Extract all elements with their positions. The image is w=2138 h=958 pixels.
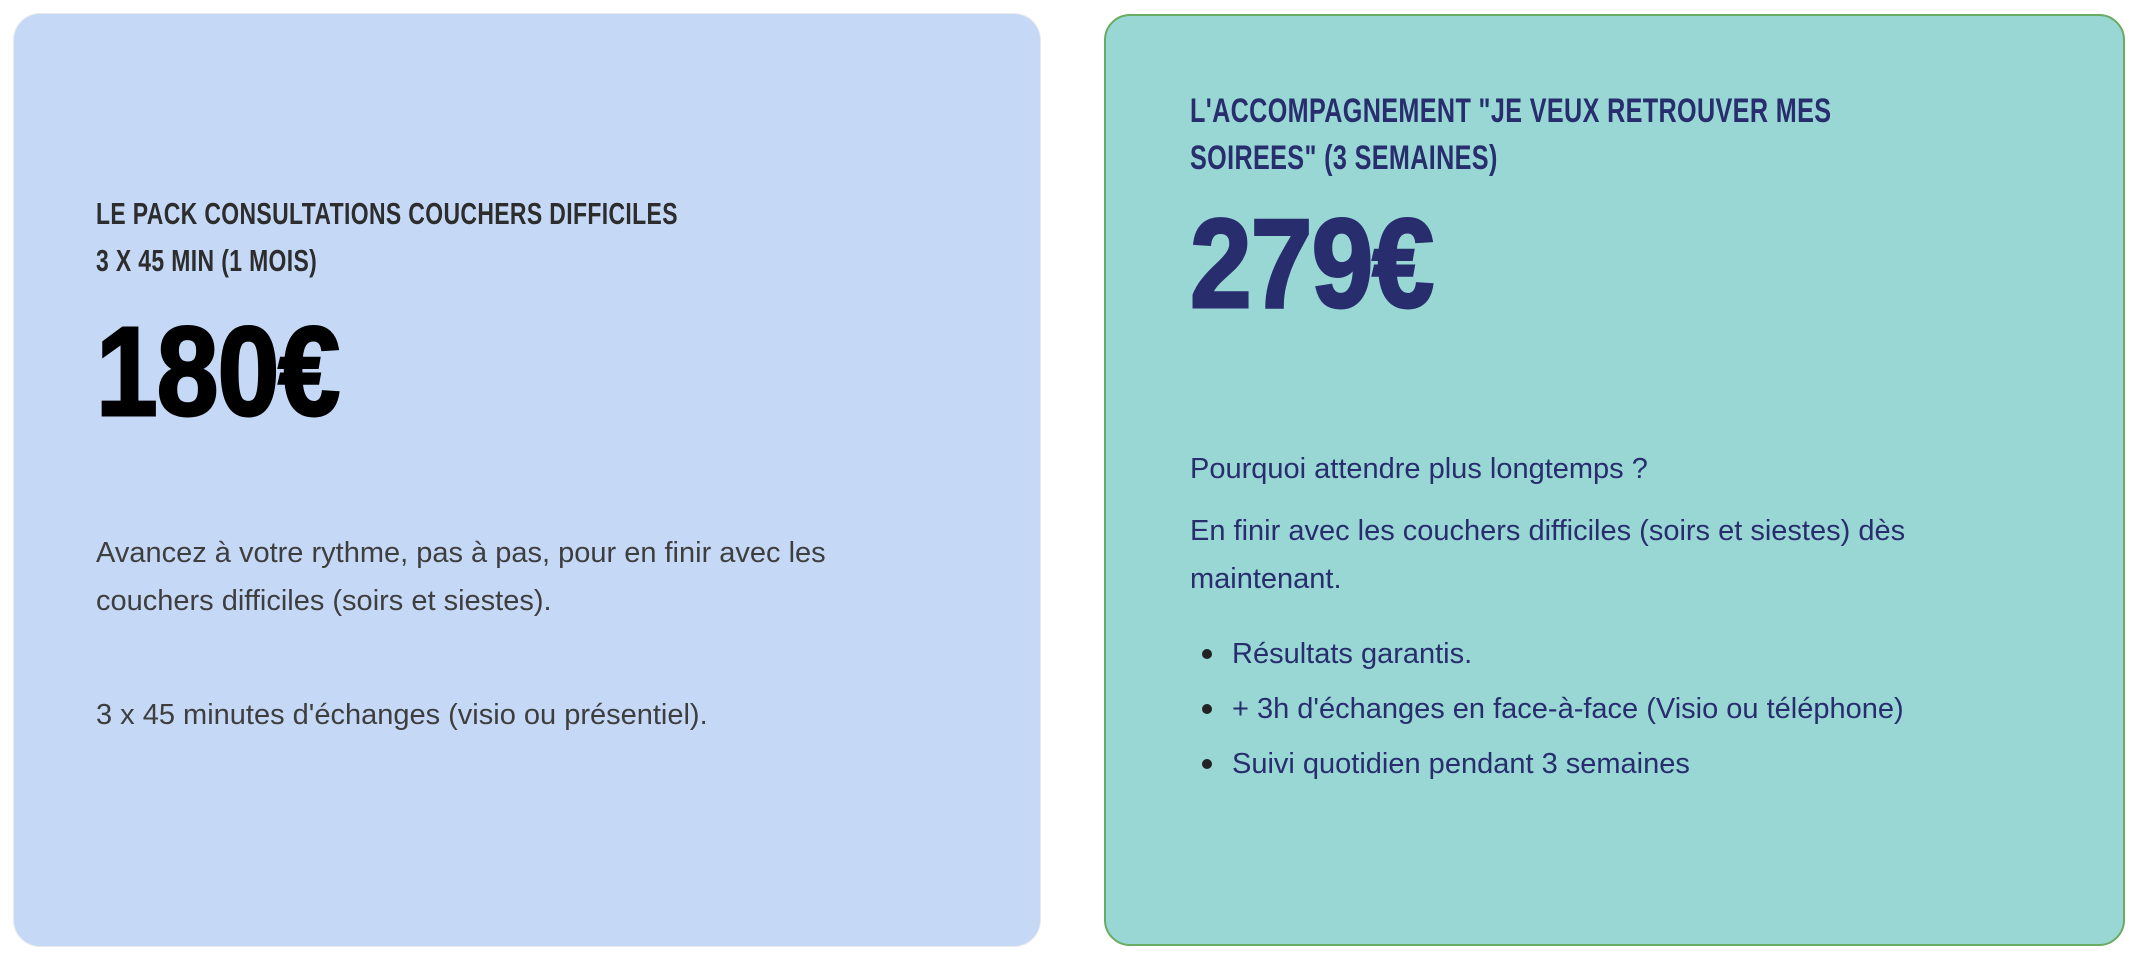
pack-price-value: 180€	[96, 301, 340, 442]
accompaniment-benefits-list	[1190, 629, 2039, 789]
accompaniment-title-text-1: L'ACCOMPAGNEMENT "JE VEUX RETROUVER MES	[1190, 92, 1832, 130]
pack-title-text-2: 3 X 45 MIN (1 MOIS)	[96, 243, 318, 278]
pack-title-text-1: LE PACK CONSULTATIONS COUCHERS DIFFICILES	[96, 196, 678, 231]
accompaniment-title-line-2	[1190, 135, 2039, 182]
pricing-card-accompaniment	[1104, 14, 2125, 946]
pack-title-line-1	[96, 190, 958, 237]
list-item: + 3h d'échanges en face-à-face (Visio ou téléphone)	[1190, 684, 2032, 734]
accompaniment-title-text-2: SOIREES" (3 SEMAINES)	[1190, 139, 1498, 177]
pack-card-title	[96, 190, 958, 284]
accompaniment-card-title	[1190, 88, 2039, 182]
accompaniment-lead: Pourquoi attendre plus longtemps ?	[1190, 453, 1648, 486]
accompaniment-title-line-1	[1190, 88, 2039, 135]
pack-title-line-2	[96, 237, 958, 284]
accompaniment-price-value: 279€	[1190, 193, 1434, 334]
pricing-card-pack	[14, 14, 1040, 946]
pack-price	[96, 301, 958, 442]
accompaniment-description: En finir avec les couchers difficiles (soirs et siestes) dès maintenant.	[1190, 515, 1906, 596]
pack-details: 3 x 45 minutes d'échanges (visio ou présentiel).	[96, 699, 708, 732]
accompaniment-price	[1190, 193, 2039, 334]
pack-description: Avancez à votre rythme, pas à pas, pour en finir avec les couchers difficiles (soirs et siestes).	[96, 537, 826, 618]
list-item: Résultats garantis.	[1190, 629, 2032, 679]
list-item: Suivi quotidien pendant 3 semaines	[1190, 739, 2032, 789]
